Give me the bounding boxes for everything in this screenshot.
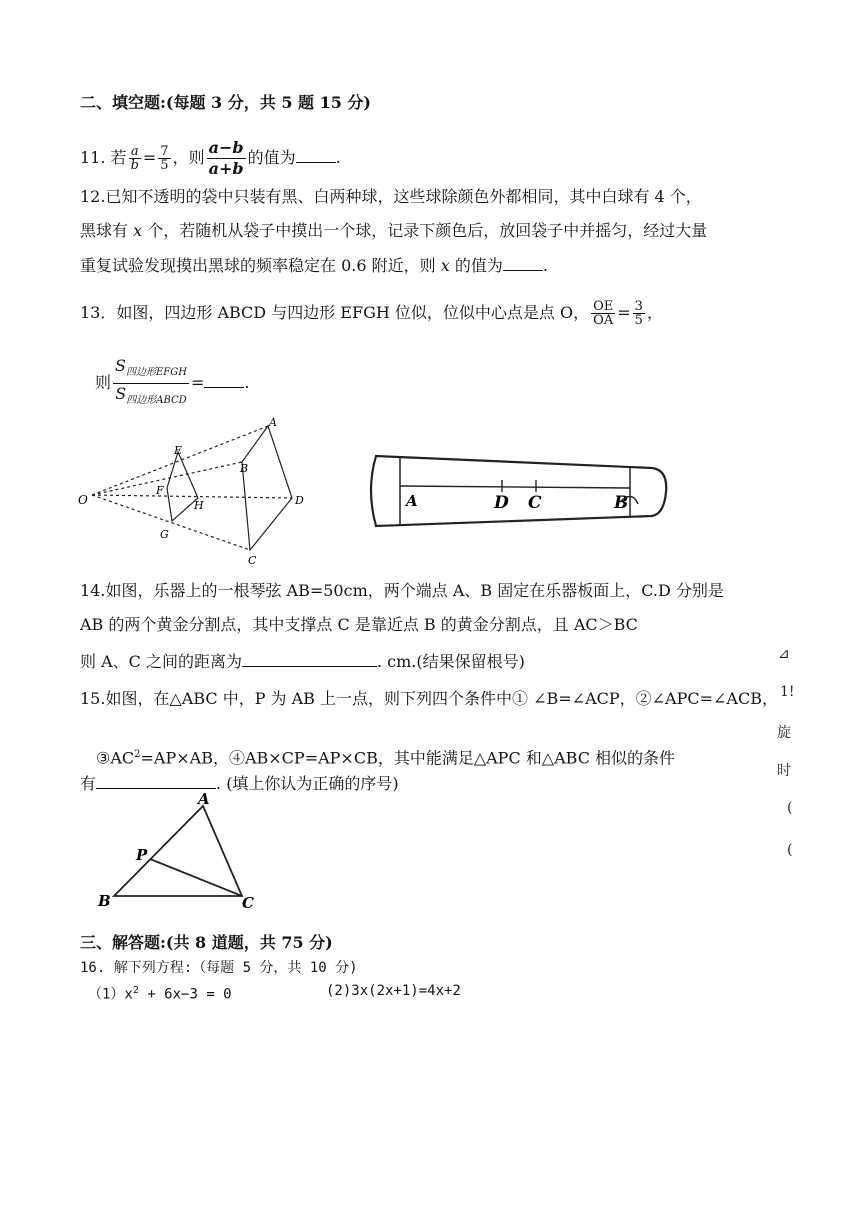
q15-answer-blank	[96, 772, 216, 789]
q16-p1-sup: 2	[132, 985, 139, 996]
figure-15-triangle	[90, 788, 270, 918]
q11-fraction-a-b	[129, 145, 141, 172]
section-title-solutions: 三、解答题:(共 8 道题，共 75 分)	[80, 933, 333, 952]
label-P: P	[136, 846, 148, 864]
q11-frac3-num: a−b	[208, 138, 244, 157]
q12-l2a: 黑球有	[80, 221, 134, 240]
q12-l2-x: x	[133, 221, 143, 240]
q15-line2	[96, 744, 675, 769]
q11-frac-den: b	[130, 158, 139, 173]
q14-l3b: . cm.(结果保留根号)	[376, 652, 525, 671]
question-11	[80, 138, 341, 179]
q13-s-num	[113, 356, 189, 384]
q14-line1: 14.如图，乐器上的一根琴弦 AB=50cm，两个端点 A、B 固定在乐器板面上，C.D 分别是	[80, 581, 724, 600]
label-F: F	[156, 484, 164, 497]
q12-l3-x: x	[440, 256, 450, 275]
label-D: D	[295, 494, 304, 507]
q16-p1b: + 6x−3 = 0	[138, 986, 232, 1003]
q15-l2b: =AP×AB，④AB×CP=AP×CB，其中能满足△APC 和△ABC 相似的条件	[140, 748, 676, 768]
q13-l1: 13．如图，四边形 ABCD 与四边形 EFGH 位似，位似中心点是点 O，	[80, 303, 590, 322]
q12-answer-blank	[503, 254, 543, 271]
label-A: A	[406, 492, 418, 510]
q11-frac3-den: a+b	[208, 159, 244, 178]
q11-number: 11.	[80, 148, 106, 167]
q15-l2-sup: 2	[134, 749, 141, 760]
q15-l3b: . (填上你认为正确的序号)	[216, 774, 399, 793]
q12-l3a: 重复试验发现摸出黑球的频率稳定在 0.6 附近，则	[80, 256, 441, 275]
q15-line1: 15.如图，在△ABC 中，P 为 AB 上一点，则下列四个条件中① ∠B=∠ACP，②∠APC=∠ACB，	[80, 689, 778, 708]
q12-line1: 12.已知不透明的袋中只装有黑、白两种球，这些球除颜色外都相同，其中白球有 4 个，	[80, 187, 702, 206]
q13-answer-blank	[204, 371, 244, 388]
q13-r-num: OE	[593, 299, 614, 314]
q12-l3-end: .	[542, 256, 548, 275]
q13-s-den-s: S	[115, 384, 127, 404]
q11-frac2-num: 7	[160, 144, 169, 159]
label-A: A	[269, 416, 277, 429]
q16-part1	[88, 980, 232, 1006]
figure-14-instrument	[362, 440, 672, 530]
margin-fragment-2: 1!	[780, 684, 795, 700]
rays-from-O	[92, 426, 292, 550]
q12-line3	[80, 254, 548, 277]
q14-answer-blank	[242, 650, 377, 667]
q13-r2-den: 5	[634, 313, 643, 328]
q12-line2	[80, 220, 707, 242]
q14-l3a: 则 A、C 之间的距离为	[80, 652, 242, 671]
quad-ABCD	[242, 426, 292, 550]
q13-s-num-sub: 四边形EFGH	[125, 367, 187, 379]
q13-s-num-s: S	[115, 356, 126, 375]
margin-fragment-5: (	[787, 800, 793, 816]
q11-eq: =	[142, 148, 157, 167]
q16-title: 16. 解下列方程:（每题 5 分，共 10 分)	[80, 960, 358, 976]
q13-end: .	[244, 373, 250, 393]
q13-r2-num: 3	[634, 299, 643, 314]
q11-answer-blank	[296, 146, 336, 163]
label-O: O	[78, 493, 88, 507]
label-E: E	[174, 444, 183, 457]
string-AB	[400, 486, 630, 488]
q16-p1a: （1）x	[88, 986, 133, 1003]
label-B: B	[98, 892, 111, 910]
figure-13-homothety	[70, 410, 330, 570]
margin-fragment-1: ⊿	[778, 646, 790, 662]
triangle-ABC	[114, 806, 242, 896]
q13-ratio-oe-oa	[591, 300, 615, 327]
q13-area-ratio	[113, 356, 189, 411]
label-C: C	[242, 894, 254, 912]
q11-frac-num: a	[130, 144, 139, 159]
q11-fraction-expr	[207, 138, 246, 179]
label-H: H	[194, 499, 204, 512]
label-B: B	[614, 493, 629, 513]
q11-fraction-7-5	[158, 145, 170, 172]
margin-fragment-3: 旋	[777, 725, 791, 741]
q14-line3	[80, 650, 525, 673]
q14-line2: AB 的两个黄金分割点，其中支撑点 C 是靠近点 B 的黄金分割点，且 AC＞BC	[80, 615, 638, 634]
q11-post: 的值为	[247, 148, 296, 167]
q15-l2a: ③AC	[96, 748, 135, 768]
section-title-fill-blank: 二、填空题:(每题 3 分，共 5 题 15 分)	[80, 93, 372, 112]
q11-pre: 若	[110, 148, 127, 167]
q13-ratio-3-5	[633, 300, 645, 327]
label-C: C	[528, 493, 542, 513]
q11-mid: ，则	[172, 148, 205, 167]
label-A: A	[198, 790, 210, 808]
label-D: D	[494, 493, 509, 513]
q12-l2b: 个，若随机从袋子中摸出一个球，记录下颜色后，放回袋子中并摇匀，经过大量	[142, 221, 708, 240]
q13-line1	[80, 300, 663, 327]
q13-s-den-sub: 四边形ABCD	[126, 395, 187, 407]
q16-part2: (2)3x(2x+1)=4x+2	[326, 983, 461, 999]
label-B: B	[240, 462, 249, 475]
q13-s-den	[113, 384, 188, 411]
q15-l3a: 有	[80, 774, 97, 793]
q13-r-den: OA	[593, 313, 614, 328]
margin-fragment-4: 时	[777, 763, 791, 779]
q13-pre: 则	[95, 373, 112, 393]
q13-eq: =	[190, 373, 205, 393]
label-G: G	[160, 528, 169, 541]
label-C: C	[248, 554, 257, 567]
q13-line2	[95, 356, 249, 411]
q11-end: .	[335, 148, 341, 167]
q11-frac2-den: 5	[160, 158, 169, 173]
q13-r-eq: =	[617, 303, 631, 322]
instrument-body	[371, 456, 666, 526]
q13-r-end: ，	[646, 303, 663, 322]
q12-l3b: 的值为	[449, 256, 503, 275]
margin-fragment-6: (	[787, 842, 793, 858]
